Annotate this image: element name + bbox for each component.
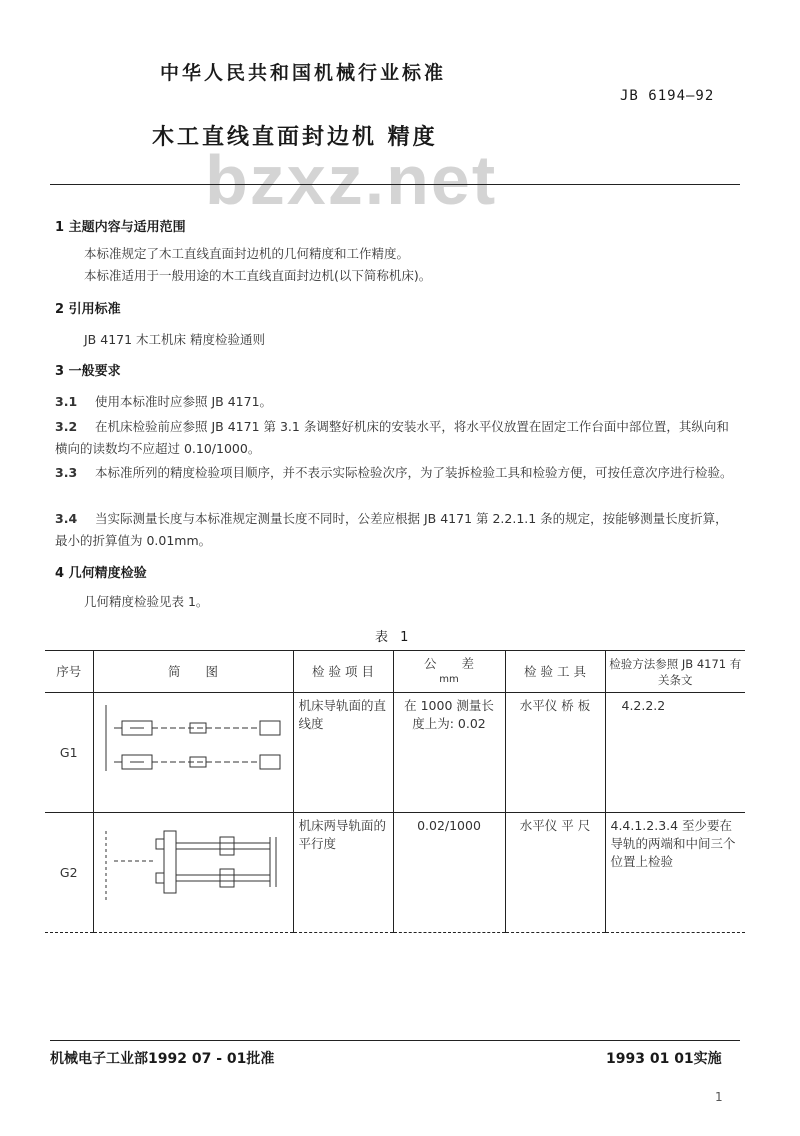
- row-g1-method: 4.2.2.2: [621, 698, 666, 713]
- row-g2-tool: 水平仪 平 尺: [505, 813, 605, 933]
- row-g2-tolerance: 0.02/1000: [393, 813, 505, 933]
- item-3-4-text: 当实际测量长度与本标准规定测量长度不同时，公差应根据 JB 4171 第 2.2.1.1 条的规定，按能够测量长度折算，最小的折算值为 0.01mm。: [55, 511, 728, 548]
- item-3-2-no: 3.2: [55, 419, 78, 434]
- item-3-1-no: 3.1: [55, 394, 78, 409]
- guideway-straightness-diagram: [100, 701, 290, 801]
- org-title: 中华人民共和国机械行业标准: [160, 62, 447, 84]
- table-header-row: [45, 651, 745, 693]
- row-g1-sketch: [93, 693, 293, 813]
- item-3-1-text: 使用本标准时应参照 JB 4171。: [95, 394, 273, 409]
- row-g1-tolerance: 在 1000 测量长度上为: 0.02: [393, 693, 505, 813]
- item-3-3-text: 本标准所列的精度检验项目顺序，并不表示实际检验次序，为了装拆检验工具和检验方便，可按任意次序进行检验。: [95, 465, 733, 480]
- header-method: 检验方法参照 JB 4171 有关条文: [609, 656, 742, 687]
- document-title: 木工直线直面封边机 精度: [152, 125, 438, 150]
- item-3-2: [55, 416, 740, 460]
- accuracy-table: [45, 650, 745, 933]
- section-3-heading: 3 一般要求: [55, 364, 121, 379]
- header-tolerance-label: 公 差: [423, 655, 474, 671]
- header-item: 检 验 项 目: [293, 651, 393, 693]
- table-caption: 表 1: [375, 630, 413, 645]
- row-g2-id: G2: [45, 813, 93, 933]
- section-1-para-2: 本标准适用于一般用途的木工直线直面封边机(以下简称机床)。: [84, 268, 432, 283]
- section-2-para-1: JB 4171 木工机床 精度检验通则: [84, 332, 265, 347]
- section-2-heading: 2 引用标准: [55, 302, 121, 317]
- header-tool: 检 验 工 具: [505, 651, 605, 693]
- row-g2-item: 机床两导轨面的平行度: [293, 813, 393, 933]
- standard-number: JB 6194—92: [620, 88, 715, 104]
- item-3-4: [55, 508, 740, 552]
- issued-date: 机械电子工业部1992 07 - 01批准: [50, 1051, 275, 1067]
- section-4-heading: 4 几何精度检验: [55, 566, 147, 581]
- header-sketch: 简 图: [93, 651, 293, 693]
- guideway-parallelism-diagram: [100, 821, 290, 921]
- section-1-para-1: 本标准规定了木工直线直面封边机的几何精度和工作精度。: [84, 246, 410, 261]
- header-id: 序号: [45, 651, 93, 693]
- page-number: 1: [715, 1090, 723, 1104]
- item-3-2-text: 在机床检验前应参照 JB 4171 第 3.1 条调整好机床的安装水平，将水平仪放置在固定工作台面中部位置，其纵向和横向的读数均不应超过 0.10/1000。: [55, 419, 729, 456]
- item-3-3-no: 3.3: [55, 465, 78, 480]
- header-divider: [50, 184, 740, 185]
- section-1-heading: 1 主题内容与适用范围: [55, 220, 186, 235]
- footer-divider: [50, 1040, 740, 1041]
- watermark: bzxz.net: [205, 141, 498, 219]
- item-3-1: [55, 392, 740, 410]
- header-tolerance: [393, 651, 505, 693]
- section-4-para-1: 几何精度检验见表 1。: [84, 594, 209, 609]
- row-g1-tool: 水平仪 桥 板: [505, 693, 605, 813]
- row-g2-sketch: [93, 813, 293, 933]
- item-3-4-no: 3.4: [55, 511, 78, 526]
- row-g1-item: 机床导轨面的直线度: [293, 693, 393, 813]
- row-g2-method: 4.4.1.2.3.4 至少要在导轨的两端和中间三个位置上检验: [610, 818, 736, 869]
- table-row: [45, 813, 745, 933]
- row-g1-id: G1: [45, 693, 93, 813]
- table-row: [45, 693, 745, 813]
- effective-date: 1993 01 01实施: [606, 1051, 722, 1067]
- header-tolerance-unit: mm: [439, 673, 459, 685]
- item-3-3: [55, 462, 740, 484]
